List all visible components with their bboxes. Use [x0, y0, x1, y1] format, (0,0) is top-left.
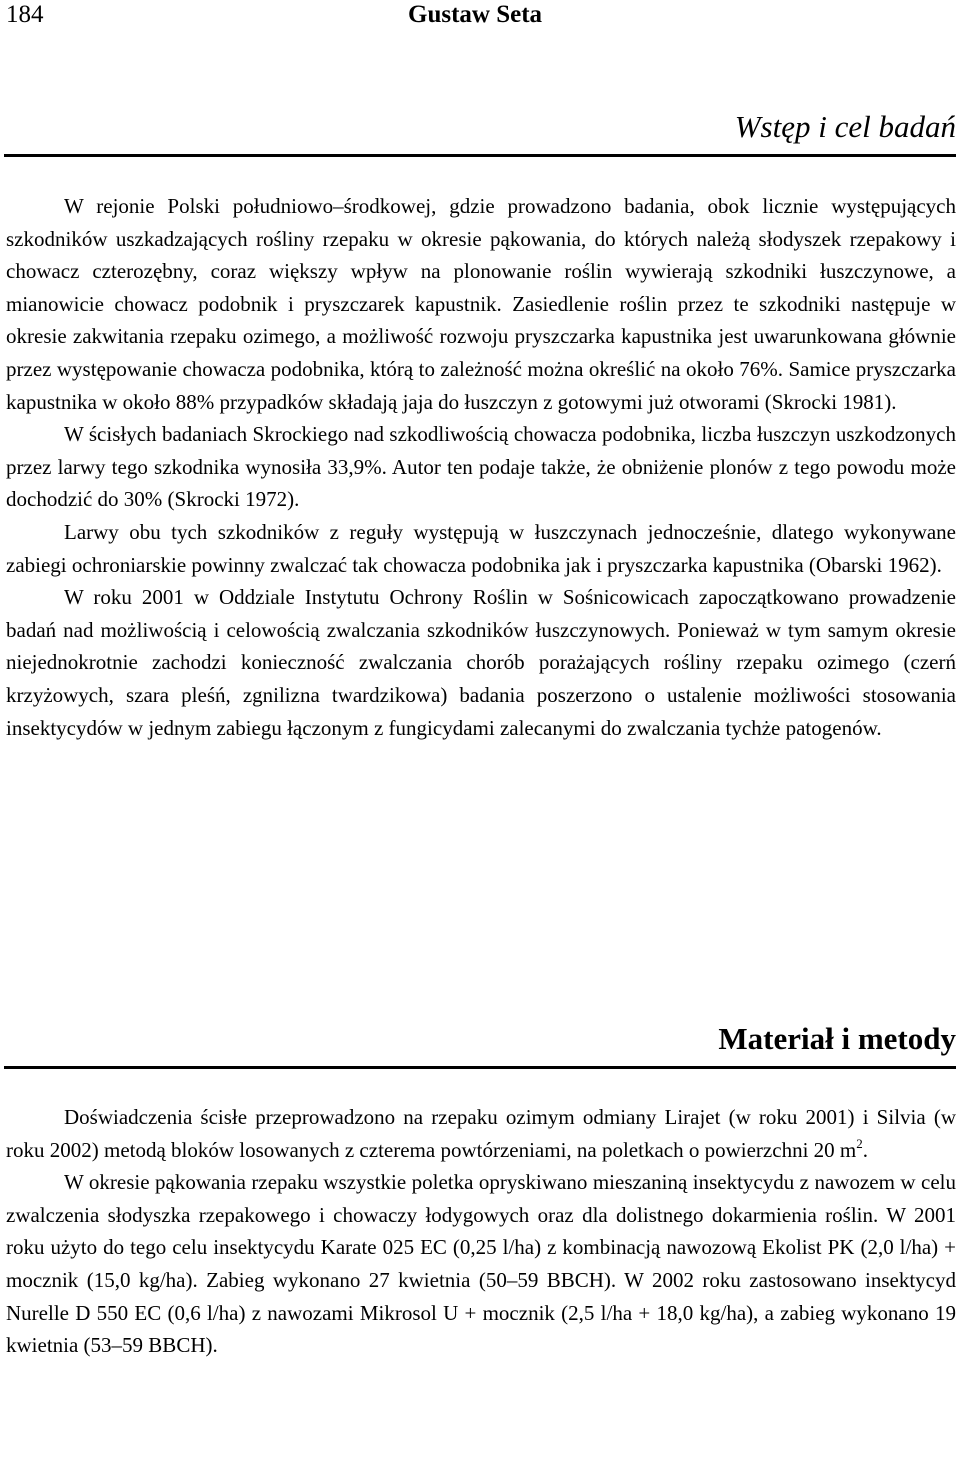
section-divider [4, 154, 956, 157]
paragraph-end: . [862, 1137, 868, 1162]
paragraph: W roku 2001 w Oddziale Instytutu Ochrony Roślin w Sośnicowicach zapoczątkowano prowadzenie badań nad możliwością i celowością zwalczania szkodników łuszczynowych. Ponieważ w tym samym okresie niejednokrotnie zachodzi konieczność zwalczania chorób porażających rośliny rzepaku ozimego (czerń krzyżowych, szara pleśń, zgnilizna twardzikowa) badania poszerzono o ustalenie możliwości stosowania insektycydów w jednym zabiegu łączonym z fungicydami zalecanymi do zwalczania tychże patogenów. [6, 585, 956, 740]
section-heading-intro: Wstęp i cel badań [734, 109, 956, 144]
section-divider [4, 1066, 956, 1069]
paragraph: W ścisłych badaniach Skrockiego nad szkodliwością chowacza podobnika, liczba łuszczyn uszkodzonych przez larwy tego szkodnika wynosiła 33,9%. Autor ten podaje także, że obniżenie plonów z tego powodu może dochodzić do 30% (Skrocki 1972). [6, 422, 956, 512]
section-heading-methods: Materiał i metody [718, 1021, 956, 1056]
methods-body [6, 1101, 956, 1362]
paragraph: W okresie pąkowania rzepaku wszystkie poletka opryskiwano mieszaniną insektycydu z nawozem w celu zwalczenia słodyszka rzepakowego i chowaczy łodygowych oraz dla dolistnego dokarmienia roślin. W 2001 roku użyto do tego celu insektycydu Karate 025 EC (0,25 l/ha) z kombinacją nawozową Ekolist PK (2,0 l/ha) + mocznik (15,0 kg/ha). Zabieg wykonano 27 kwietnia (50–59 BBCH). W 2002 roku zastosowano insektycyd Nurelle D 550 EC (0,6 l/ha) z nawozami Mikrosol U + mocznik (2,5 l/ha + 18,0 kg/ha), a zabieg wykonano 19 kwietnia (53–59 BBCH). [6, 1170, 956, 1358]
paragraph: Larwy obu tych szkodników z reguły występują w łuszczynach jednocześnie, dlatego wykonywane zabiegi ochroniarskie powinny zwalczać tak chowacza podobnika jak i pryszczarka kapustnika (Obarski 1962). [6, 519, 956, 577]
intro-body [6, 190, 956, 744]
page-number: 184 [6, 1, 44, 28]
running-header [6, 0, 956, 30]
paragraph-text: Doświadczenia ścisłe przeprowadzono na rzepaku ozimym odmiany Lirajet (w roku 2001) i Silvia (w roku 2002) metodą bloków losowanych z czterema powtórzeniami, na poletkach o powierzchni 20 m [6, 1105, 956, 1162]
superscript: 2 [856, 1135, 863, 1151]
paragraph [6, 1101, 956, 1166]
paragraph: W rejonie Polski południowo–środkowej, gdzie prowadzono badania, obok licznie występujących szkodników uszkadzających rośliny rzepaku w okresie pąkowania, do których należą słodyszek rzepakowy i chowacz czterozębny, coraz większy wpływ na plonowanie roślin wywierają szkodniki łuszczynowe, a mianowicie chowacz podobnik i pryszczarek kapustnik. Zasiedlenie roślin przez te szkodniki następuje w okresie zakwitania rzepaku ozimego, a możliwość rozwoju pryszczarka kapustnika jest uwarunkowana głównie przez występowanie chowacza podobnika, którą to zależność można określić na około 76%. Samice pryszczarka kapustnika w około 88% przypadków składają jaja do łuszczyn z gotowymi już otworami (Skrocki 1981). [6, 194, 956, 414]
running-header-author: Gustaw Seta [408, 1, 543, 28]
